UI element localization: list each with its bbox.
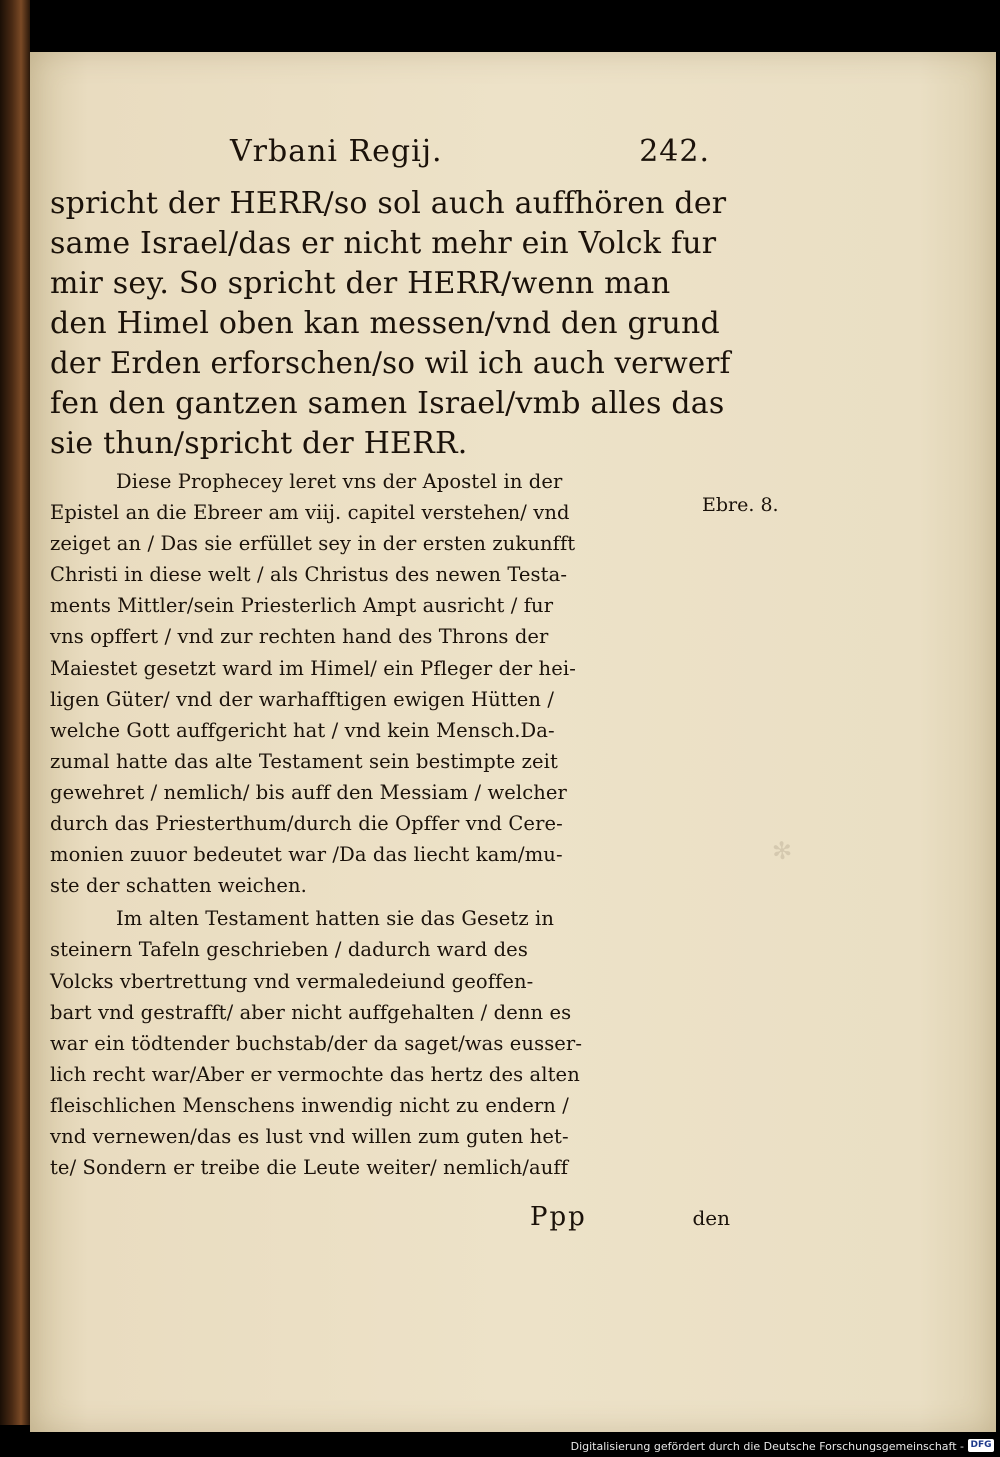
digitization-footer bbox=[0, 1436, 1000, 1457]
text-line: steinern Tafeln geschrieben / dadurch ward des bbox=[50, 938, 528, 962]
main-text-block bbox=[50, 184, 730, 1183]
catchword: den bbox=[692, 1206, 730, 1230]
text-line: ste der schatten weichen. bbox=[50, 874, 307, 898]
text-line: spricht der HERR/so sol auch auffhören der bbox=[50, 186, 727, 221]
page-header bbox=[200, 134, 710, 178]
text-line: zeiget an / Das sie erfüllet sey in der ersten zukunfft bbox=[50, 532, 576, 556]
text-line: Maiestet gesetzt ward im Himel/ ein Pfleger der hei- bbox=[50, 656, 576, 680]
text-line: fleischlichen Menschens inwendig nicht zu endern / bbox=[50, 1093, 569, 1117]
book-page bbox=[30, 52, 996, 1432]
text-line: Christi in diese welt / als Christus des newen Testa- bbox=[50, 563, 568, 587]
text-line: Epistel an die Ebreer am viij. capitel verstehen/ vnd bbox=[50, 501, 570, 525]
paragraph-old-testament bbox=[50, 903, 730, 1183]
book-binding-edge bbox=[0, 0, 30, 1425]
text-line: mir sey. So spricht der HERR/wenn man bbox=[50, 266, 671, 301]
text-line: te/ Sondern er treibe die Leute weiter/ nemlich/auff bbox=[50, 1156, 569, 1180]
show-through-smudge: ✻ bbox=[771, 836, 794, 866]
paragraph-prophecy bbox=[50, 466, 730, 901]
funding-credit: Digitalisierung gefördert durch die Deutsche Forschungsgemeinschaft - bbox=[570, 1440, 964, 1453]
text-line: bart vnd gestrafft/ aber nicht auffgehalten / denn es bbox=[50, 1000, 572, 1024]
text-line: war ein tödtender buchstab/der da saget/was eusser- bbox=[50, 1031, 583, 1055]
running-head: Vrbani Regij. bbox=[230, 134, 443, 169]
text-line: Diese Prophecey leret vns der Apostel in der bbox=[116, 470, 563, 493]
text-line: same Israel/das er nicht mehr ein Volck fur bbox=[50, 226, 717, 261]
text-line: vns opffert / vnd zur rechten hand des Throns der bbox=[50, 625, 549, 649]
text-line: sie thun/spricht der HERR. bbox=[50, 426, 468, 461]
text-line: monien zuuor bedeutet war /Da das liecht kam/mu- bbox=[50, 843, 563, 867]
text-line: zumal hatte das alte Testament sein bestimpte zeit bbox=[50, 749, 558, 773]
text-line: durch das Priesterthum/durch die Opffer vnd Cere- bbox=[50, 812, 563, 836]
text-line: lich recht war/Aber er vermochte das hertz des alten bbox=[50, 1062, 580, 1086]
marginal-note: Ebre. 8. bbox=[702, 494, 779, 516]
text-line: Im alten Testament hatten sie das Gesetz in bbox=[116, 907, 555, 931]
text-line: vnd vernewen/das es lust vnd willen zum guten het- bbox=[50, 1124, 569, 1148]
text-line: den Himel oben kan messen/vnd den grund bbox=[50, 306, 720, 341]
text-line: fen den gantzen samen Israel/vmb alles das bbox=[50, 386, 725, 421]
text-line: ligen Güter/ vnd der warhafftigen ewigen Hütten / bbox=[50, 687, 555, 711]
page-footer-marks bbox=[50, 1202, 730, 1238]
page-number: 242. bbox=[639, 134, 710, 169]
text-line: gewehret / nemlich/ bis auff den Messiam / welcher bbox=[50, 780, 567, 804]
text-line: ments Mittler/sein Priesterlich Ampt ausricht / fur bbox=[50, 594, 554, 618]
dfg-logo: DFG bbox=[968, 1439, 994, 1452]
large-type-passage bbox=[50, 184, 730, 464]
text-line: welche Gott auffgericht hat / vnd kein Mensch.Da- bbox=[50, 718, 555, 742]
text-line: Volcks vbertrettung vnd vermaledeiund geoffen- bbox=[50, 969, 534, 993]
signature-mark: Ppp bbox=[530, 1202, 587, 1232]
text-line: der Erden erforschen/so wil ich auch verwerf bbox=[50, 346, 731, 381]
